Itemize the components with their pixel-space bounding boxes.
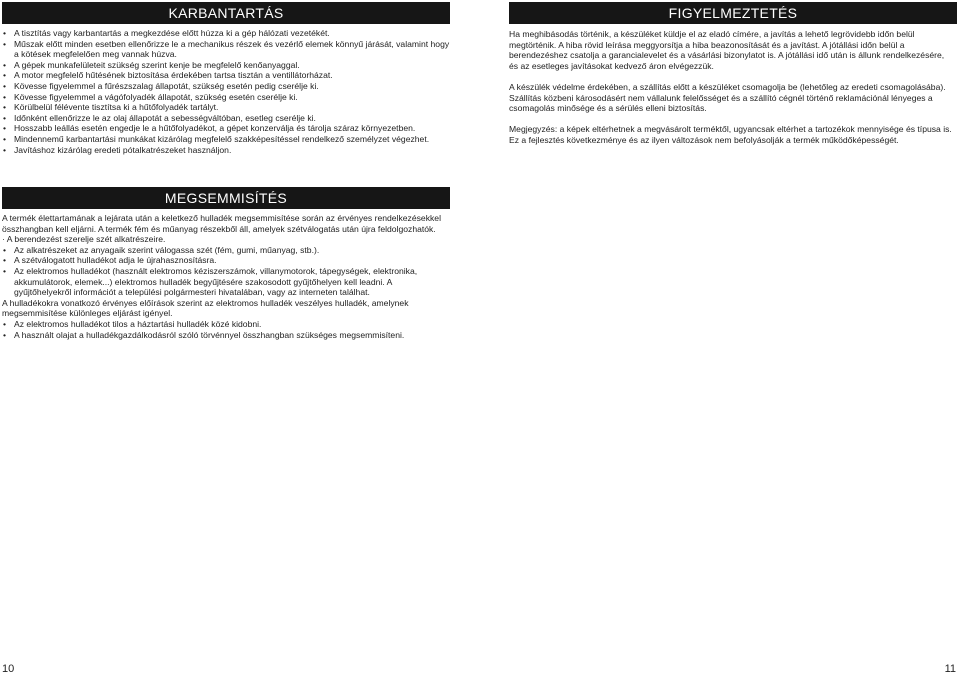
list-item: • Időnként ellenőrizze le az olaj állapotát a sebességváltóban, esetleg cserélje ki. <box>2 113 450 124</box>
warning-paragraph: Ha meghibásodás történik, a készüléket küldje el az eladó címére, a javítás a lehető legrövidebb időn belül megtörténik. A hiba rövid leírása meggyorsítja a hiba beazonosítását és a javítást. A jótállási időn belül a berendezéshez csatolja a garancialevelet és a vásárlási bizonylatot is. A jótállási idő után is állunk rendelkezésére, és az esetleges javításokat kedvező áron elvégezzük. <box>509 29 945 71</box>
maintenance-list <box>2 28 450 155</box>
list-item: • Az alkatrészeket az anyagaik szerint válogassa szét (fém, gumi, műanyag, stb.). <box>2 245 450 256</box>
list-item: • Hosszabb leállás esetén engedje le a hűtőfolyadékot, a gépet konzerválja és tárolja száraz környezetben. <box>2 123 450 134</box>
list-item: • A gépek munkafelületeit szükség szerint kenje be megfelelő kenőanyaggal. <box>2 60 450 71</box>
list-item: • A használt olajat a hulladékgazdálkodásról szóló törvénnyel összhangban szükséges megsemmisíteni. <box>2 330 450 341</box>
list-item: • Az elektromos hulladékot (használt elektromos kéziszerszámok, villanymotorok, tápegységek, elektronika, akkumulátorok, elemek...) elektromos hulladék begyűjtésére szakosodott gyűjtőhelyen kell leadni. A gyűjtőhelyekről információt a települési polgármesteri hivatalában, vagy az interneten találhat. <box>2 266 450 298</box>
list-item: • Kövesse figyelemmel a vágófolyadék állapotát, szükség esetén cserélje ki. <box>2 92 450 103</box>
page-number-right: 11 <box>944 663 956 675</box>
disposal-header <box>2 187 450 209</box>
list-item: • Javításhoz kizárólag eredeti pótalkatrészeket használjon. <box>2 145 450 156</box>
warning-paragraph: A készülék védelme érdekében, a szállítás előtt a készüléket csomagolja be (lehetőleg az eredeti csomagolásába). Szállítás közbeni károsodásért nem vállalunk felelősséget és a szállító cégnél történő reklamációnál lényeges a csomagolás minősége és a sérülés elleni biztosítás. <box>509 81 946 114</box>
list-item: • Körülbelül félévente tisztítsa ki a hűtőfolyadék tartályt. <box>2 102 450 113</box>
disposal-section <box>2 213 450 340</box>
list-item: • A motor megfelelő hűtésének biztosítása érdekében tartsa tisztán a ventillátorházat. <box>2 70 450 81</box>
warning-header <box>509 2 957 24</box>
list-item: • Műszak előtt minden esetben ellenőrizze le a mechanikus részek és vezérlő elemek könnyű járását, valamint hogy a kötések megfelelően meg vannak húzva. <box>2 39 450 60</box>
warning-title: FIGYELMEZTETÉS <box>668 5 798 21</box>
warning-paragraph: Megjegyzés: a képek eltérhetnek a megvásárolt terméktől, ugyancsak eltérhet a tartozékok mennyisége és típusa is. Ez a fejlesztés következménye és az ilyen változások nem befolyásolják a termék működőképességét. <box>509 124 952 145</box>
warning-section <box>509 29 955 146</box>
disposal-title: MEGSEMMISÍTÉS <box>164 190 288 206</box>
list-item: • Mindennemű karbantartási munkákat kizárólag megfelelő szakképesítéssel rendelkező személyzet végezhet. <box>2 134 450 145</box>
disposal-intro: A termék élettartamának a lejárata után a keletkező hulladék megsemmisítése során az érvényes rendelkezésekkel összhangban kell eljárni. A termék fém és műanyag részekből áll, amelyek szétválogatás után újra feldolgozhatók. <box>2 213 441 234</box>
maintenance-title: KARBANTARTÁS <box>168 5 284 21</box>
list-item: • Az elektromos hulladékot tilos a háztartási hulladék közé kidobni. <box>2 319 450 330</box>
maintenance-header <box>2 2 450 24</box>
disposal-dash-item: · A berendezést szerelje szét alkatrészeire. <box>2 234 166 245</box>
maintenance-section <box>2 28 450 155</box>
disposal-middle: A hulladékokra vonatkozó érvényes előírások szerint az elektromos hulladék veszélyes hulladék, amelynek megsemmisítése különleges eljárást igényel. <box>2 297 409 319</box>
disposal-list <box>2 245 450 298</box>
list-item: • A szétválogatott hulladékot adja le újrahasznosításra. <box>2 255 450 266</box>
page-number-left: 10 <box>2 663 15 675</box>
list-item: • Kövesse figyelemmel a fűrészszalag állapotát, szükség esetén pedig cserélje ki. <box>2 81 450 92</box>
list-item: • A tisztítás vagy karbantartás a megkezdése előtt húzza ki a gép hálózati vezetékét. <box>2 28 450 39</box>
disposal-list-2 <box>2 319 450 340</box>
